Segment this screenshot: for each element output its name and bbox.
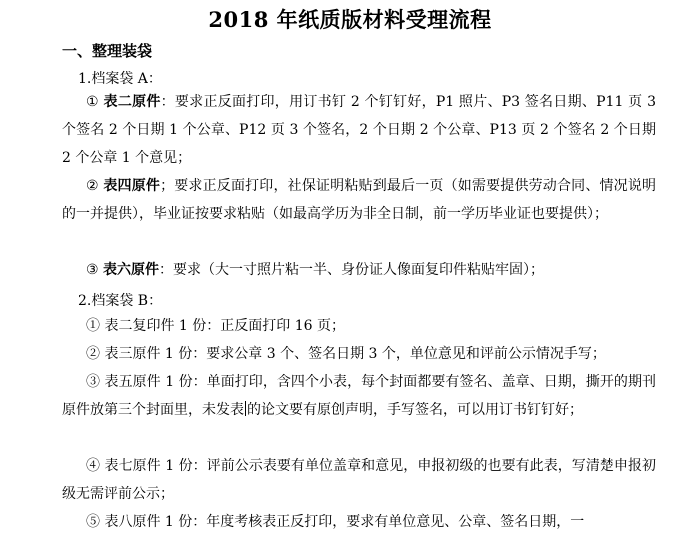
bag-b-item-4: ④ 表七原件 1 份：评前公示表要有单位盖章和意见，申报初级的也要有此表，写清楚申报初级无需评前公示；: [62, 458, 656, 502]
item-marker: ②: [86, 178, 104, 194]
item-tag: 原件: [131, 178, 161, 194]
item-name: 表四: [103, 178, 132, 194]
text-cursor: [245, 401, 246, 416]
item-tag: 原件: [131, 262, 160, 278]
item-marker: ③: [86, 262, 104, 278]
item-tag: 原件: [132, 94, 161, 110]
item-text-before-cursor: ③ 表五原件 1 份：单面打印，含四个小表，每个封面都要有签名、盖章、日期，撕开的期刊原件放第三个封面里，未发表: [62, 374, 656, 418]
item-text: ：要求（大一寸照片粘一半、身份证人像面复印件粘贴牢固）；: [159, 262, 545, 278]
bag-b-item-3: [62, 368, 656, 424]
item-name: 表二: [103, 94, 133, 110]
item-text: ：要求正反面打印，用订书钉 2 个钉钉好，P1 照片、P3 签名日期、P11 页 3 个签名 2 个日期 1 个公章、P12 页 3 个签名，2 个日期 2 个公章、P13 页 2 个签名 2 个日期 2 个公章 1 个意见；: [62, 94, 656, 166]
bag-b-item-5: ⑤ 表八原件 1 份：年度考核表正反打印，要求有单位意见、公章、签名日期，一: [86, 514, 585, 530]
item-name: 表六: [103, 262, 132, 278]
bag-a-item-3: [62, 256, 656, 284]
item-text: ；要求正反面打印，社保证明粘贴到最后一页（如需要提供劳动合同、情况说明的一并提供），毕业证按要求粘贴（如最高学历为非全日制，前一学历毕业证也要提供）；: [62, 178, 657, 222]
bag-a-item-1: [62, 88, 656, 172]
item-marker: ①: [86, 94, 104, 110]
section-heading: 一、整理装袋: [62, 42, 153, 60]
bag-a-item-2: [62, 172, 656, 228]
bag-b-item-2: ② 表三原件 1 份：要求公章 3 个、签名日期 3 个，单位意见和评前公示情况手写；: [86, 346, 606, 362]
bag-a-heading: 1.档案袋 A：: [78, 71, 162, 87]
item-text-after-cursor: 的论文要有原创声明，手写签名，可以用订书钉钉好；: [247, 402, 583, 418]
bag-b-item-1: ① 表二复印件 1 份：正反面打印 16 页；: [86, 318, 345, 334]
document-title: 2018 年纸质版材料受理流程: [208, 7, 492, 32]
bag-b-heading: 2.档案袋 B：: [78, 293, 163, 309]
